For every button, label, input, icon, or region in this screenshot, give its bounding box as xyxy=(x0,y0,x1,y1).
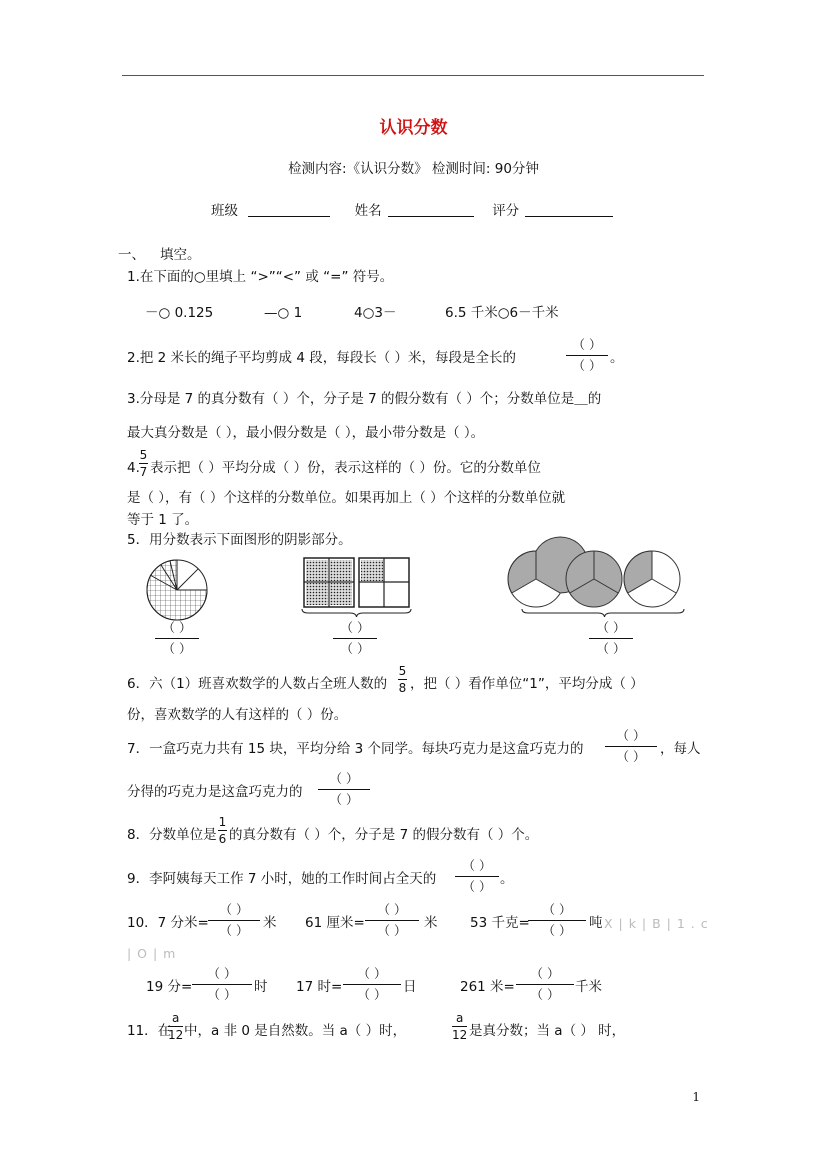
q10-b1: 19 分= xyxy=(146,979,193,995)
q11-fraction-1: a 12 xyxy=(168,1011,184,1042)
q7-line2: 分得的巧克力是这盒巧克力的 xyxy=(127,784,303,800)
q10-blank-6[interactable]: （ ） （ ） xyxy=(516,968,574,1001)
section-label: 填空。 xyxy=(160,247,201,263)
page-title: 认识分数 xyxy=(379,118,448,138)
q11-text-a: 11．在 xyxy=(127,1023,172,1039)
q10-blank-4[interactable]: （ ） （ ） xyxy=(192,968,252,1001)
q10-u3: 吨 xyxy=(589,915,603,931)
q11-fraction-2: a 12 xyxy=(452,1011,468,1042)
q9-end: 。 xyxy=(500,871,514,887)
q4-fraction: 5 7 xyxy=(139,448,148,479)
q5-squares-blank[interactable]: （ ） （ ） xyxy=(333,622,377,655)
q1-item-c: 4○3－ xyxy=(354,305,397,321)
q9-fraction-blank[interactable]: （ ） （ ） xyxy=(455,860,499,893)
q10-a3: 53 千克= xyxy=(470,915,530,931)
q2-end: 。 xyxy=(610,350,624,366)
q6-text: 6．六（1）班喜欢数学的人数占全班人数的 xyxy=(127,676,388,692)
q11-text-c: 是真分数；当 a（ ） 时， xyxy=(469,1023,626,1039)
q4-line3: 等于 1 了。 xyxy=(127,512,199,528)
q10-blank-3[interactable]: （ ） （ ） xyxy=(528,904,586,937)
q2-text: 2.把 2 米长的绳子平均剪成 4 段，每段长（ ）米，每段是全长的 xyxy=(127,350,517,366)
q10-u1: 米 xyxy=(263,915,277,931)
q10-v1: 时 xyxy=(254,979,268,995)
q10-blank-1[interactable]: （ ） （ ） xyxy=(208,904,260,937)
q3-line1: 3.分母是 7 的真分数有（ ）个，分子是 7 的假分数有（ ）个；分数单位是＿的 xyxy=(127,391,602,407)
q10-v2: 日 xyxy=(403,979,417,995)
pie-figure xyxy=(147,560,207,620)
watermark-line1: X | k | B | 1 . c xyxy=(604,916,709,931)
q10-a2: 61 厘米= xyxy=(305,915,365,931)
q6-fraction: 5 8 xyxy=(398,664,407,695)
q8-text-b: 的真分数有（ ）个，分子是 7 的假分数有（ ）个。 xyxy=(229,827,539,843)
q1-item-b: —○ 1 xyxy=(264,305,303,321)
q8-fraction: 1 6 xyxy=(218,815,227,846)
q10-blank-2[interactable]: （ ） （ ） xyxy=(365,904,419,937)
q7-line1: 7．一盒巧克力共有 15 块，平均分给 3 个同学。每块巧克力是这盒巧克力的 xyxy=(127,741,584,757)
circles-figure xyxy=(508,537,684,617)
q6-line2: 份，喜欢数学的人有这样的（ ）份。 xyxy=(127,707,348,723)
q10-b3: 261 米= xyxy=(460,979,515,995)
subtitle: 检测内容:《认识分数》 检测时间: 90分钟 xyxy=(288,161,539,177)
q5-pie-blank[interactable]: （ ） （ ） xyxy=(155,622,199,655)
q11-text-b: 中，a 非 0 是自然数。当 a（ ）时， xyxy=(184,1023,407,1039)
q4-line1: 表示把（ ）平均分成（ ）份，表示这样的（ ）份。它的分数单位 xyxy=(150,460,541,476)
q10-blank-5[interactable]: （ ） （ ） xyxy=(343,968,401,1001)
q3-line2: 最大真分数是（ ），最小假分数是（ ），最小带分数是（ ）。 xyxy=(127,425,485,441)
q6-after: ，把（ ）看作单位“1”，平均分成（ ） xyxy=(410,676,644,692)
q10-v3: 千米 xyxy=(575,979,602,995)
q1-item-a: －○ 0.125 xyxy=(145,305,214,321)
q7-fraction-blank-1[interactable]: （ ） （ ） xyxy=(605,730,657,763)
q1-text: 1.在下面的○里填上 “>”“<” 或 “=” 符号。 xyxy=(127,269,394,285)
class-label: 班级 xyxy=(211,203,238,219)
score-label: 评分 xyxy=(492,203,520,219)
q7-after: ，每人 xyxy=(660,741,701,757)
q5-text: 5．用分数表示下面图形的阴影部分。 xyxy=(127,532,352,548)
q7-fraction-blank-2[interactable]: （ ） （ ） xyxy=(318,773,370,806)
q1-item-d: 6.5 千米○6－千米 xyxy=(445,305,559,321)
watermark-line2: | O | m xyxy=(127,946,177,961)
q10-b2: 17 时= xyxy=(296,979,343,995)
q9-text: 9．李阿姨每天工作 7 小时，她的工作时间占全天的 xyxy=(127,871,437,887)
q8-text-a: 8．分数单位是 xyxy=(127,827,217,843)
q5-circles-blank[interactable]: （ ） （ ） xyxy=(589,622,633,655)
squares-figure xyxy=(302,558,411,617)
name-label: 姓名 xyxy=(354,203,382,219)
q2-fraction-blank[interactable]: （ ） （ ） xyxy=(566,339,608,372)
q10-a1: 10．7 分米= xyxy=(127,915,209,931)
q4-line2: 是（ ），有（ ）个这样的分数单位。如果再加上（ ）个这样的分数单位就 xyxy=(127,490,566,506)
q10-u2: 米 xyxy=(424,915,438,931)
section-number: 一、 xyxy=(118,247,145,263)
q4-number: 4. xyxy=(127,460,140,476)
page-number: 1 xyxy=(692,1090,700,1104)
